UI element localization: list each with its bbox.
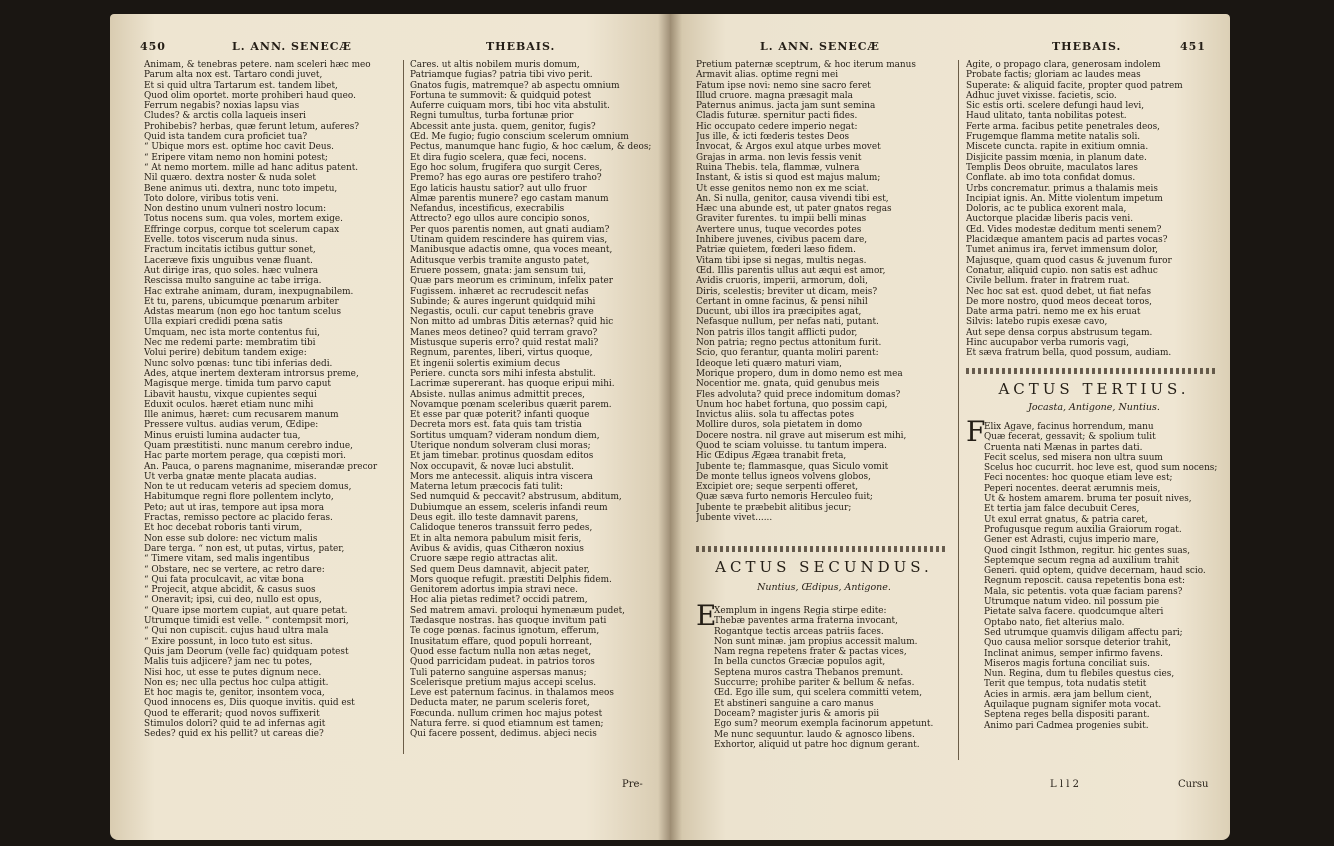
verse-line: “ Obstare, nec se vertere, ac retro dare: bbox=[144, 564, 325, 575]
verse-line: Regni tumultus, turba fortunæ prior bbox=[410, 111, 574, 122]
verse-line: Per quos parentis nomen, aut gnati audiam? bbox=[410, 224, 610, 235]
right-page bbox=[670, 14, 1230, 840]
verse-line: Hæc una abunde est, ut pater gnatos regas bbox=[696, 204, 892, 215]
verse-line: Invocat, & Argos exul atque urbes movet bbox=[696, 142, 881, 153]
verse-line: Ades, atque inertem dexteram introrsus preme, bbox=[144, 368, 359, 379]
left-column-1 bbox=[144, 60, 394, 760]
verse-line: Non patris illos tangit afflicti pudor, bbox=[696, 327, 858, 338]
verse-line: Feci nocentes: hoc quoque etiam leve est; bbox=[984, 473, 1173, 484]
verse-line: Toto dolore, viribus totis veni. bbox=[144, 193, 279, 204]
right-running-head bbox=[670, 40, 1230, 58]
verse-line: Almæ parentis munere? ego castam manum bbox=[410, 193, 609, 204]
verse-line: Bene animus uti. dextra, nunc toto impetu, bbox=[144, 183, 338, 194]
verse-line: Nam regna repetens frater & pactas vices, bbox=[714, 647, 907, 658]
verse-line: Graviter furentes. tu impii belli minas bbox=[696, 214, 867, 225]
verse-line: Septena reges bella dispositi parant. bbox=[984, 710, 1150, 721]
verse-line: Dare terga. “ non est, ut putas, virtus, pater, bbox=[144, 543, 345, 554]
verse-line: “ Qui fata proculcavit, ac vitæ bona bbox=[144, 574, 305, 585]
verse-line: Et tu, parens, ubicumque pœnarum arbiter bbox=[144, 296, 339, 307]
verse-line: Eduxit oculos. hæret etiam nunc mihi bbox=[144, 399, 314, 410]
verse-line: Sed numquid & peccavit? abstrusum, abditum, bbox=[410, 492, 622, 503]
verse-line: Fles advoluta? quid prece indomitum domas? bbox=[696, 389, 901, 400]
verse-line: Œd. Illis parentis ullus aut æqui est amor, bbox=[696, 265, 886, 276]
verse-line: Sed quem Deus damnavit, abjecit pater, bbox=[410, 564, 590, 575]
verse-line: Decreta mors est. fata quis tam tristia bbox=[410, 420, 582, 431]
verse-line: Et in alta nemora pabulum misit feris, bbox=[410, 533, 582, 544]
verse-line: Fractum incitatis ictibus guttur sonet, bbox=[144, 245, 316, 256]
verse-line: Ut & hostem amarem. bruma ter posuit nives, bbox=[984, 494, 1192, 505]
verse-line: Natura ferre. si quod etiamnum est tamen; bbox=[410, 719, 604, 729]
verse-line: Regnum, parentes, liberi, virtus quoque, bbox=[410, 348, 593, 359]
verse-line: Auctorque placidæ liberis pacis veni. bbox=[966, 214, 1134, 225]
verse-line: Mors me antecessit. aliquis intra viscera bbox=[410, 471, 593, 482]
verse-line: Urbs concrematur. primus a thalamis meis bbox=[966, 183, 1158, 194]
verse-line: Fœcunda. nullum crimen hoc majus potest bbox=[410, 708, 603, 719]
verse-line: An. Si nulla, genitor, causa vivendi tibi est, bbox=[696, 193, 889, 204]
verse-line: Diris, scelestis; breviter ut dicam, meis? bbox=[696, 286, 878, 297]
verse-line: Et ingenii solertis eximium decus bbox=[410, 358, 561, 369]
verse-line: Et hoc decebat roboris tanti virum, bbox=[144, 523, 303, 534]
verse-line: Tumet animus ira, fervet immensum dolor, bbox=[966, 245, 1158, 256]
ornament-band bbox=[966, 368, 1218, 374]
verse-line: Œd. Ego ille sum, qui scelera committi vetem, bbox=[714, 688, 923, 699]
verse-line: Silvis: latebo rupis exesæ cavo, bbox=[966, 317, 1108, 328]
verse-line: Paternus animus. jacta jam sunt semina bbox=[696, 101, 876, 112]
verse-line: Jubente te præbebit alitibus jecur; bbox=[696, 502, 852, 513]
verse-line: Cludes? & arctis colla laqueis inseri bbox=[144, 111, 306, 122]
verse-line: Instant, & istis si quod est majus malum; bbox=[696, 173, 881, 184]
verse-line: Patriæ quietem, fœderi læso fidem. bbox=[696, 245, 856, 256]
verse-line: Novamque pœnam sceleribus quærit parem. bbox=[410, 399, 612, 410]
verse-line: Nun. Regina, dum tu flebiles questus cies, bbox=[984, 669, 1175, 680]
verse-line: Aquilaque pugnam signifer mota vocat. bbox=[984, 700, 1162, 711]
verse-line: Ille animus, hæret: cum recusarem manum bbox=[144, 410, 339, 421]
verse-line: Non es; nec ulla pectus hoc culpa attigit. bbox=[144, 677, 329, 688]
verse-line: Auferre cuiquam mors, tibi hoc vita abstulit. bbox=[410, 101, 610, 112]
verse-line: Avertere unus, tuque vecordes potes bbox=[696, 224, 862, 235]
verse-line: Fugissem. inhæret ac recrudescit nefas bbox=[410, 286, 589, 297]
verse-line: Mors quoque refugit. præstiti Delphis fidem. bbox=[410, 574, 612, 585]
verse-line: “ Qui non cupiscit. cujus haud ultra mala bbox=[144, 626, 329, 637]
verse-line: Calidoque teneros transsuit ferro pedes, bbox=[410, 523, 593, 534]
verse-line: Fecit scelus, sed misera non ultra suum bbox=[984, 452, 1163, 463]
running-head-title: THEBAIS. bbox=[1052, 40, 1122, 53]
verse-line: Non destino unum vulneri nostro locum: bbox=[144, 204, 327, 215]
verse-line: Succurre; prohibe pariter & bellum & nefas. bbox=[714, 678, 915, 689]
verse-line: Civile bellum. frater in fratrem ruat. bbox=[966, 276, 1130, 287]
verse-line: “ Eripere vitam nemo non homini potest; bbox=[144, 152, 328, 163]
verse-line: “ Projecit, atque abcidit, & casus suos bbox=[144, 585, 316, 596]
verse-line: Hoc alia pietas redimet? occidi patrem, bbox=[410, 595, 588, 606]
verse-line: Quod esse factum nulla non ætas neget, bbox=[410, 646, 592, 657]
verse-line: Deus egit. illo teste damnavit parens, bbox=[410, 513, 579, 524]
verse-line: Date arma patri. nemo me ex his eruat bbox=[966, 307, 1141, 318]
verse-line: Conatur, aliquid cupio. non satis est adhuc bbox=[966, 265, 1158, 276]
verse-line: Sortitus umquam? videram nondum diem, bbox=[410, 430, 600, 441]
verse-line: Quod cingit Isthmon, regitur. hic gentes suas, bbox=[984, 545, 1191, 556]
verse-line: Miscete cuncta. rapite in exitium omnia. bbox=[966, 142, 1149, 153]
book-gutter bbox=[658, 14, 682, 840]
verse-line: Probate factis; gloriam ac laudes meas bbox=[966, 70, 1141, 81]
verse-line: Et jam timebar. protinus quosdam editos bbox=[410, 451, 594, 462]
verse-line: Jubente vivet...... bbox=[696, 513, 773, 524]
verse-line: De more nostro, quod meos deceat toros, bbox=[966, 296, 1153, 307]
verse-line: Elix Agave, facinus horrendum, manu bbox=[984, 422, 1154, 432]
verse-line: Patriamque fugias? patria tibi vivo perit. bbox=[410, 70, 593, 81]
verse-line: Laceræve fixis unguibus venæ fluant. bbox=[144, 255, 313, 266]
verse-line: Parum alta nox est. Tartaro condi juvet, bbox=[144, 70, 323, 81]
verse-line: Jubente te; flammasque, quas Siculo vomit bbox=[696, 461, 889, 472]
verse-line: Armavit alias. optime regni mei bbox=[696, 70, 839, 81]
verse-line: Hic Œdipus Ægæa tranabit freta, bbox=[696, 451, 847, 462]
verse-line: Abcessit ante justa. quem, genitor, fugis? bbox=[410, 121, 596, 132]
verse-line: “ At nemo mortem. mille ad hanc aditus patent. bbox=[144, 162, 359, 173]
verse-line: Et dira fugio scelera, quæ feci, nocens. bbox=[410, 152, 587, 163]
verse-line: Lacrimæ supererant. has quoque eripui mihi. bbox=[410, 379, 615, 390]
verse-line: Scelus hoc cucurrit. hoc leve est, quod sum nocens; bbox=[984, 463, 1218, 474]
verse-line: Rescissa multo sanguine ac tabe irriga. bbox=[144, 276, 322, 287]
act-2-persons: Nuntius, Œdipus, Antigone. bbox=[757, 582, 891, 593]
verse-line: Negastis, oculi. cur caput tenebris grave bbox=[410, 307, 594, 318]
page-number: 451 bbox=[1180, 40, 1206, 53]
signature-mark: L l l 2 bbox=[1050, 779, 1079, 790]
verse-line: Ut exul errat gnatus, & patria caret, bbox=[984, 514, 1148, 525]
right-column-1 bbox=[696, 60, 952, 530]
verse-line: In bella cunctos Græciæ populos agit, bbox=[714, 657, 886, 668]
verse-line: “ Quare ipse mortem cupiat, aut quare petat. bbox=[144, 605, 348, 616]
verse-line: Rogantque tectis arceas patriis faces. bbox=[714, 626, 884, 637]
verse-line: Disjicite passim mœnia, in planum date. bbox=[966, 152, 1147, 163]
verse-line: Sed utrumque quamvis diligam affectu pari; bbox=[984, 627, 1183, 638]
column-rule bbox=[403, 60, 404, 754]
act-3-dropcap: F bbox=[966, 415, 986, 448]
verse-line: Quæ fecerat, gessavit; & spolium tulit bbox=[984, 432, 1156, 443]
verse-line: Fortuna te summovit: & quidquid potest bbox=[410, 90, 592, 101]
verse-line: Mollire duros, sola pietatem in domo bbox=[696, 420, 863, 431]
verse-line: Jus ille, & icti fœderis testes Deos bbox=[696, 132, 850, 143]
verse-line: Nunc solvo pœnas: tunc tibi inferias dedi. bbox=[144, 358, 333, 369]
verse-line: Quo causa melior sorsque deterior trahit, bbox=[984, 638, 1171, 649]
verse-line: Quod innocens es, Diis quoque invitis. quid est bbox=[144, 698, 355, 709]
verse-line: “ Exire possunt, in loco tuto est situs. bbox=[144, 636, 313, 647]
verse-line: Malis tuis adjicere? jam nec tu potes, bbox=[144, 657, 313, 668]
verse-line: Certant in omne facinus, & pensi nihil bbox=[696, 296, 868, 307]
verse-line: Nil quæro. dextra noster & nuda solet bbox=[144, 173, 316, 184]
verse-line: Haud ulitato, tanta nobilitas potest. bbox=[966, 111, 1127, 122]
verse-line: Invictus aliis. sola tu affectas potes bbox=[696, 410, 855, 421]
column-rule bbox=[958, 60, 959, 760]
verse-line: Habitumque regni flore pollentem inclyto, bbox=[144, 492, 334, 503]
verse-line: Nox occupavit, & novæ luci abstulit. bbox=[410, 461, 574, 472]
verse-line: Septemque secum regna ad auxilium trahit bbox=[984, 555, 1179, 566]
ornament-band bbox=[696, 546, 948, 552]
verse-line: Œd. Vides modestæ deditum menti senem? bbox=[966, 224, 1162, 235]
catchword: Cursu bbox=[1178, 779, 1209, 790]
verse-line: Et esse par quæ poterit? infanti quoque bbox=[410, 410, 590, 421]
verse-line: Hinc aucupabor verba rumoris vagi, bbox=[966, 338, 1129, 349]
verse-line: Absiste. nullas animus admittit preces, bbox=[410, 389, 585, 400]
verse-line: Uterique nondum solveram clusi moras; bbox=[410, 440, 591, 451]
verse-line: Pectus, manumque hanc fugio, & hoc cælum, & deos; bbox=[410, 142, 652, 153]
verse-line: Animo pari Cadmea progenies subit. bbox=[984, 720, 1149, 731]
verse-line: Majusque, quam quod casus & juvenum furor bbox=[966, 255, 1172, 266]
verse-line: Terit que tempus, tota nudatis stetit bbox=[984, 679, 1147, 690]
verse-line: Superate: & aliquid facite, propter quod patrem bbox=[966, 80, 1183, 91]
verse-line: Excipiet ore; seque serpenti offeret, bbox=[696, 482, 859, 493]
verse-line: Premo? has ego auras ore pestifero traho? bbox=[410, 173, 602, 184]
verse-line: Ego laticis haustu satior? aut ullo fruor bbox=[410, 183, 587, 194]
verse-line: Inclinat animus, semper infirmo favens. bbox=[984, 648, 1163, 659]
verse-line: Manibusque adactis omne, qua voces meant, bbox=[410, 245, 613, 256]
verse-line: Illud cruore. magna præsagit mala bbox=[696, 90, 853, 101]
verse-line: Gener est Adrasti, cujus imperio mare, bbox=[984, 535, 1159, 546]
verse-line: Quam præstitisti. nunc manum cerebro indue, bbox=[144, 440, 353, 451]
verse-line: Sic estis orti. scelere defungi haud levi, bbox=[966, 101, 1145, 112]
page-number: 450 bbox=[140, 40, 166, 53]
verse-line: Effringe corpus, corque tot scelerum capax bbox=[144, 224, 340, 235]
verse-line: Adstas mearum (non ego hoc tantum scelus bbox=[144, 307, 342, 318]
verse-line: Ducunt, ubi illos ira præcipites agat, bbox=[696, 307, 862, 318]
verse-line: Animam, & tenebras petere. nam sceleri hæc meo bbox=[144, 60, 371, 70]
verse-line: Pretium paternæ sceptrum, & hoc iterum manus bbox=[696, 60, 916, 70]
verse-line: Placidæque amantem pacis ad partes vocas? bbox=[966, 235, 1168, 246]
verse-line: Xemplum in ingens Regia stirpe edite: bbox=[714, 606, 887, 616]
verse-line: Minus eruisti lumina audacter tua, bbox=[144, 430, 301, 441]
verse-line: Septena muros castra Thebanos premunt. bbox=[714, 667, 904, 678]
verse-line: De monte tellus igneos volvens globos, bbox=[696, 471, 871, 482]
verse-line: Quæ sæva furto nemoris Herculeo fuit; bbox=[696, 492, 873, 503]
verse-line: Et abstineri sanguine a caro manus bbox=[714, 698, 874, 709]
verse-line: Ut esse genitos nemo non ex me sciat. bbox=[696, 183, 869, 194]
verse-line: “ Timere vitam, sed malis ingentibus bbox=[144, 554, 310, 565]
verse-line: Nec hoc sat est. quod debet, ut fiat nefas bbox=[966, 286, 1152, 297]
verse-line: Mistusque superis erro? quid restat mali? bbox=[410, 338, 599, 349]
act-2-dropcap: E bbox=[696, 599, 717, 632]
verse-line: Periere. cuncta sors mihi infesta abstulit. bbox=[410, 368, 596, 379]
running-head-author: L. ANN. SENECÆ bbox=[760, 40, 880, 53]
verse-line: Volui perire) debitum tandem exige: bbox=[144, 348, 307, 359]
verse-line: Evelle. totos viscerum nuda sinus. bbox=[144, 235, 298, 246]
verse-line: Quid ista tandem cura proficiet tua? bbox=[144, 132, 308, 143]
left-page bbox=[110, 14, 670, 840]
verse-line: Me nunc sequuntur. laudo & agnosco libens. bbox=[714, 729, 915, 740]
verse-line: Nocentior me. gnata, quid genubus meis bbox=[696, 379, 880, 390]
verse-line: Umquam, nec ista morte contentus fui, bbox=[144, 327, 320, 338]
verse-line: Non sunt minæ. jam propius accessit malum. bbox=[714, 636, 918, 647]
verse-line: Vitam tibi ipse si negas, multis negas. bbox=[696, 255, 867, 266]
verse-line: Pietate salva facere. quodcumque alteri bbox=[984, 607, 1164, 618]
verse-line: Ferrum negabis? noxias lapsu vias bbox=[144, 101, 300, 112]
verse-line: Tædasque nostras. has quoque invitum pati bbox=[410, 616, 607, 627]
verse-line: Materna letum præcocis fati tulit: bbox=[410, 482, 563, 493]
verse-line: Aut sepe densa corpus abstrusum tegam. bbox=[966, 327, 1153, 338]
left-column-2 bbox=[410, 60, 662, 780]
verse-line: Frugemque flamma metite natalis soli. bbox=[966, 132, 1141, 143]
verse-line: Docere nostra. nil grave aut miserum est mihi, bbox=[696, 430, 907, 441]
act-3-text bbox=[984, 422, 1224, 734]
verse-line: Unum hoc habet fortuna, quo possim capi, bbox=[696, 399, 888, 410]
verse-line: Generi. quid optem, quidve decernam, haud scio. bbox=[984, 566, 1206, 577]
verse-line: Cruenta nati Mænas in partes dati. bbox=[984, 442, 1143, 453]
verse-line: Non esse sub dolore: nec victum malis bbox=[144, 533, 318, 544]
verse-line: Miseros magis fortuna conciliat suis. bbox=[984, 658, 1150, 669]
verse-line: Profugusque regum auxilia Graiorum rogat. bbox=[984, 524, 1182, 535]
verse-line: Cruore sæpe regio attractas alit. bbox=[410, 554, 558, 565]
verse-line: Non te ut reducam veteris ad speciem domus, bbox=[144, 482, 352, 493]
verse-line: Fractas, remisso pectore ac placido feras. bbox=[144, 513, 333, 524]
verse-line: Attrecto? ego ullos aure concipio sonos, bbox=[410, 214, 590, 225]
verse-line: Sedes? quid ex his pellit? ut careas die? bbox=[144, 729, 324, 740]
verse-line: Quod te sciam voluisse. tu tantum impera. bbox=[696, 440, 887, 451]
verse-line: Nefasque nullum, per nefas nati, putant. bbox=[696, 317, 879, 328]
verse-line: Non patria; regno pectus attonitum furit. bbox=[696, 338, 882, 349]
verse-line: Mala, sic petentis. vota quæ faciam parens? bbox=[984, 586, 1183, 597]
verse-line: Et si quid ultra Tartarum est. tandem libet, bbox=[144, 80, 338, 91]
verse-line: Fatum ipse novi: nemo sine sacro feret bbox=[696, 80, 871, 91]
verse-line: Quod olim oportet. morte prohiberi haud queo. bbox=[144, 90, 356, 101]
verse-line: Aut dirige iras, quo soles. hæc vulnera bbox=[144, 265, 319, 276]
verse-line: Adhuc juvet vixisse. facietis, scio. bbox=[966, 90, 1117, 101]
verse-line: Thebæ paventes arma fraterna invocant, bbox=[714, 616, 898, 627]
verse-line: Ferte arma. facibus petite penetrales deos, bbox=[966, 121, 1160, 132]
verse-line: Incipiat ignis. An. Mitte violentum impetum bbox=[966, 193, 1163, 204]
verse-line: Ut verba gnatæ mente placata audias. bbox=[144, 471, 317, 482]
running-head-author: L. ANN. SENECÆ bbox=[232, 40, 352, 53]
act-3-persons: Jocasta, Antigone, Nuntius. bbox=[1028, 402, 1160, 413]
verse-line: Tuli paterno sanguine aspersas manus; bbox=[410, 667, 587, 678]
verse-line: Quæ pars meorum es criminum, infelix pater bbox=[410, 276, 614, 287]
left-running-head bbox=[110, 40, 670, 58]
verse-line: “ Oneravit; ipsi, cui deo, nullo est opus, bbox=[144, 595, 322, 606]
verse-line: An. Pauca, o parens magnanime, miserandæ precor bbox=[144, 461, 378, 472]
verse-line: Nec me redemi parte: membratim tibi bbox=[144, 338, 316, 349]
verse-line: Leve est paternum facinus. in thalamos meos bbox=[410, 688, 614, 699]
verse-line: Sed matrem amavi. proloqui hymenæum pudet, bbox=[410, 605, 625, 616]
verse-line: Ego sum? meorum exempla facinorum appetunt. bbox=[714, 719, 934, 730]
verse-line: Templis Deos obruite, maculatos lares bbox=[966, 162, 1138, 173]
verse-line: Avibus & avidis, quas Cithæron noxius bbox=[410, 543, 584, 554]
verse-line: Ulla expiari credidi pœna satis bbox=[144, 317, 283, 328]
verse-line: Conflate. ab imo tota confidat domus. bbox=[966, 173, 1136, 184]
verse-line: Gnatos fugis, matremque? ab aspectu omnium bbox=[410, 80, 620, 91]
verse-line: Aditusque verbis tramite angusto patet, bbox=[410, 255, 590, 266]
verse-line: Nefandus, incestificus, execrabilis bbox=[410, 204, 565, 215]
verse-line: Doloris, ac te publica exorent mala, bbox=[966, 204, 1127, 215]
verse-line: Exhortor, aliquid ut patre hoc dignum gerant. bbox=[714, 739, 920, 750]
verse-line: Acies in armis. æra jam bellum cient, bbox=[984, 689, 1152, 700]
open-book bbox=[110, 14, 1334, 846]
verse-line: Optabo nato, fiet alterius malo. bbox=[984, 617, 1125, 628]
verse-line: Utinam quidem rescindere has quirem vias, bbox=[410, 235, 608, 246]
running-head-title: THEBAIS. bbox=[486, 40, 556, 53]
verse-line: Quod parricidam pudeat. in patrios toros bbox=[410, 657, 595, 668]
verse-line: Et sæva fratrum bella, quod possum, audiam. bbox=[966, 348, 1172, 359]
verse-line: Totus nocens sum. qua voles, mortem exige. bbox=[144, 214, 343, 225]
verse-line: Inusitatum effare, quod populi horreant, bbox=[410, 636, 593, 647]
act-3-title: ACTUS TERTIUS. bbox=[998, 380, 1190, 398]
verse-line: Dubiumque an essem, sceleris infandi reum bbox=[410, 502, 608, 513]
verse-line: Nisi hoc, ut esse te putes dignum nece. bbox=[144, 667, 322, 678]
verse-line: Morique propero, dum in domo nemo est mea bbox=[696, 368, 903, 379]
verse-line: Et tertia jam falce decubuit Ceres, bbox=[984, 504, 1140, 515]
verse-line: Deducta mater, ne parum sceleris foret, bbox=[410, 698, 590, 709]
verse-line: Eruere possem, gnata: jam sensum tui, bbox=[410, 265, 587, 276]
verse-line: Ideoque leti quæro maturi viam, bbox=[696, 358, 842, 369]
verse-line: Hac extrahe animam, duram, inexpugnabilem. bbox=[144, 286, 354, 297]
catchword: Pre- bbox=[622, 779, 643, 790]
verse-line: Prohibebis? herbas, quæ ferunt letum, auferes? bbox=[144, 121, 360, 132]
verse-line: Hac parte mortem perage, qua cœpisti mori. bbox=[144, 451, 346, 462]
verse-line: Scelerisque pretium majus accepi scelus. bbox=[410, 677, 597, 688]
verse-line: Scio, quo ferantur, quanta moliri parent: bbox=[696, 348, 879, 359]
verse-line: Utrumque timidi est velle. “ contempsit mori, bbox=[144, 616, 349, 627]
verse-line: Doceam? magister juris & amoris pii bbox=[714, 708, 880, 719]
verse-line: Pressere vultus. audias verum, Œdipe: bbox=[144, 420, 319, 431]
right-column-2 bbox=[966, 60, 1222, 364]
verse-line: Ego hoc solum, frugifera quo surgit Ceres, bbox=[410, 162, 603, 173]
verse-line: Qui facere possent, dedimus. abjeci necis bbox=[410, 729, 597, 740]
verse-line: Grajas in arma. non levis fessis venit bbox=[696, 152, 862, 163]
verse-line: Manes meos detineo? quid terram gravo? bbox=[410, 327, 598, 338]
act-2-title: ACTUS SECUNDUS. bbox=[715, 558, 933, 576]
verse-line: Genitorem adortus impia stravi nece. bbox=[410, 585, 578, 596]
verse-line: Quis jam Deorum (velle fac) quidquam potest bbox=[144, 646, 349, 657]
verse-line: Œd. Me fugio; fugio conscium scelerum omnium bbox=[410, 132, 629, 143]
verse-line: Cares. ut altis nobilem muris domum, bbox=[410, 60, 580, 70]
verse-line: Regnum reposcit. causa repetentis bona est: bbox=[984, 576, 1185, 587]
verse-line: Inhibere juvenes, civibus pacem dare, bbox=[696, 235, 868, 246]
verse-line: Subinde; & aures ingerunt quidquid mihi bbox=[410, 296, 596, 307]
verse-line: Agite, o propago clara, generosam indolem bbox=[966, 60, 1161, 70]
verse-line: Ruina Thebis. tela, flammæ, vulnera bbox=[696, 162, 860, 173]
verse-line: Stimulos dolori? quid te ad infernas agit bbox=[144, 719, 326, 729]
verse-line: Peperi nocentes. deerat ærumnis meis, bbox=[984, 483, 1161, 494]
verse-line: Quod te efferarit; quod novos suffixerit bbox=[144, 708, 320, 719]
verse-line: Te coge pœnas. facinus ignotum, efferum, bbox=[410, 626, 600, 637]
verse-line: Libavit haustu, vixque cupientes sequi bbox=[144, 389, 317, 400]
verse-line: Cladis futuræ. spernitur pacti fides. bbox=[696, 111, 858, 122]
verse-line: “ Ubique mors est. optime hoc cavit Deus. bbox=[144, 142, 334, 153]
verse-line: Avidis cruoris, imperii, armorum, doli, bbox=[696, 276, 868, 287]
verse-line: Utrumque natum video. nil possum pie bbox=[984, 597, 1160, 608]
verse-line: Et hoc magis te, genitor, insontem voca, bbox=[144, 688, 325, 699]
act-2-text bbox=[714, 606, 954, 756]
verse-line: Non mitto ad umbras Ditis æternas? quid hic bbox=[410, 317, 614, 328]
verse-line: Peto; aut ut iras, tempore aut ipsa mora bbox=[144, 502, 325, 513]
verse-line: Magisque merge. timida tum parvo caput bbox=[144, 379, 331, 390]
verse-line: Hic occupato cedere imperio negat: bbox=[696, 121, 858, 132]
